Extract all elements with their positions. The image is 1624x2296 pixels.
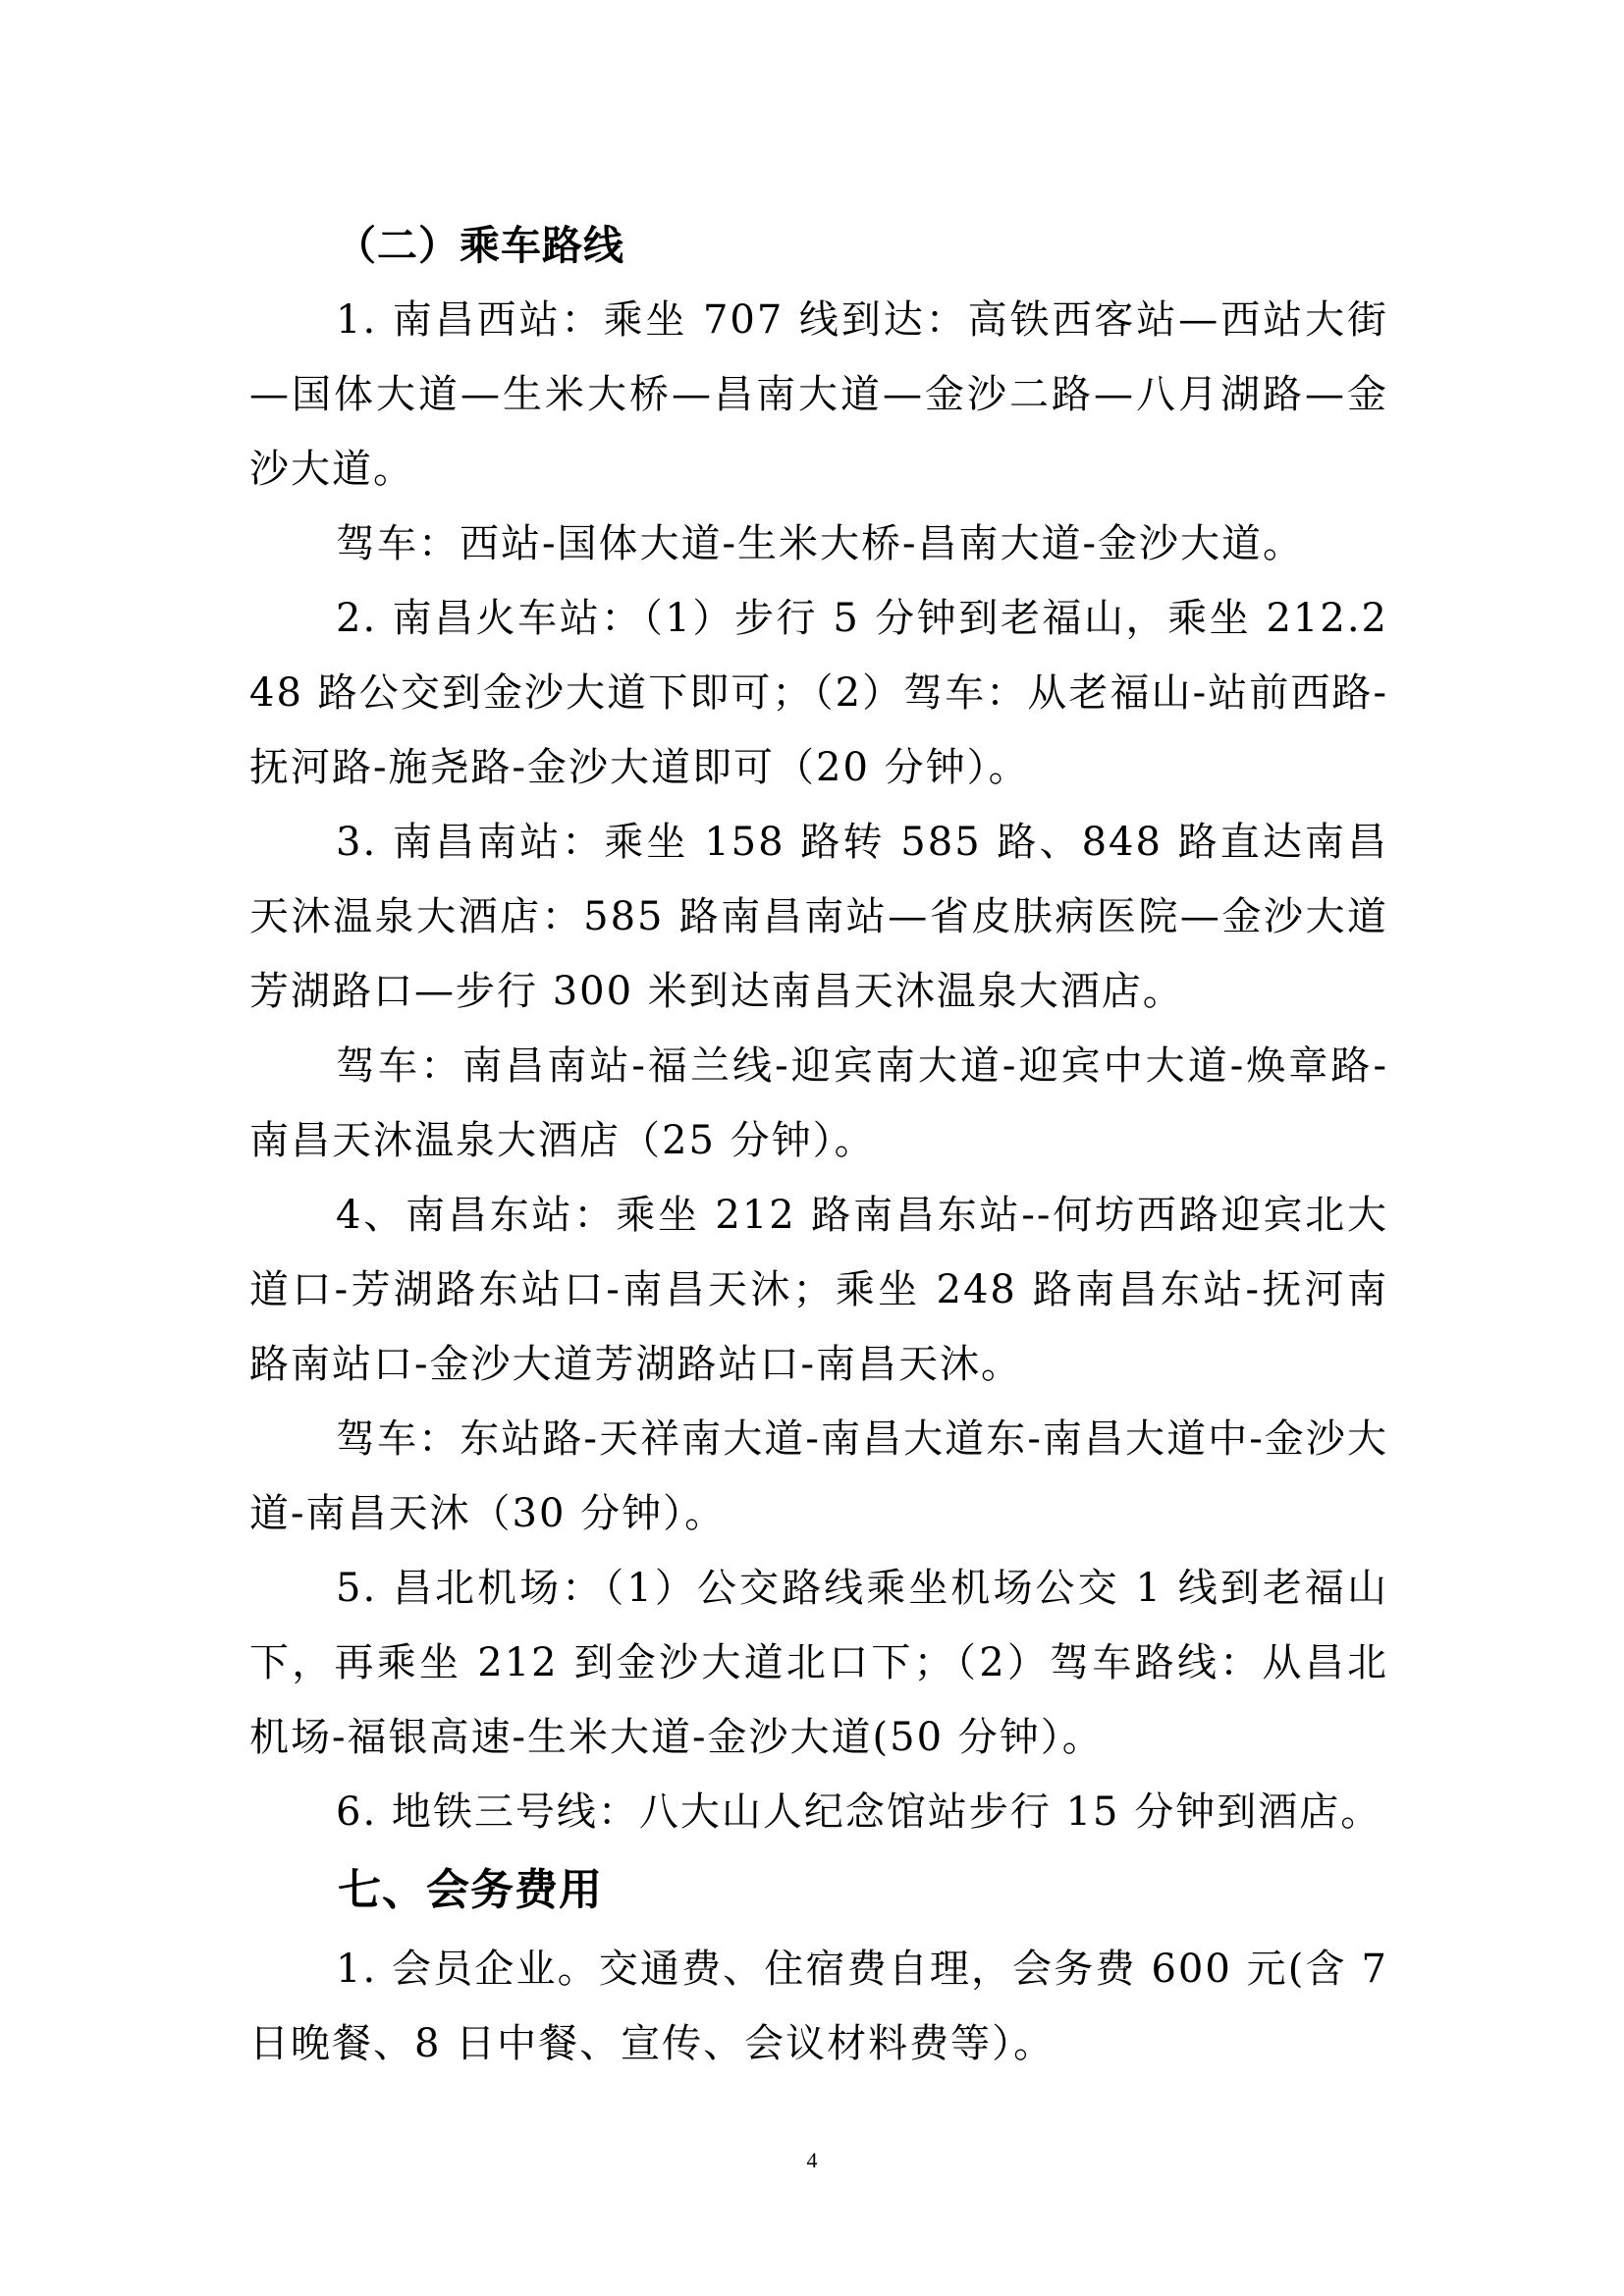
route-paragraph-metro: 6. 地铁三号线：八大山人纪念馆站步行 15 分钟到酒店。: [336, 1789, 1382, 1835]
fee-paragraph: 1. 会员企业。交通费、住宿费自理，会务费 600 元(含 7 日晚餐、8 日中餐、宣传、会议材料费等）。: [249, 1947, 1388, 2066]
page-number: 4: [806, 2148, 818, 2172]
route-paragraph-dongzhan-drive: 驾车：东站路-天祥南大道-南昌大道东-南昌大道中-金沙大道-南昌天沐（30 分钟）。: [249, 1416, 1388, 1536]
route-paragraph-xizhan-drive: 驾车：西站-国体大道-生米大桥-昌南大道-金沙大道。: [336, 521, 1305, 566]
route-paragraph-xizhan: 1. 南昌西站：乘坐 707 线到达：高铁西客站—西站大街—国体大道—生米大桥—昌南大道—金沙二路—八月湖路—金沙大道。: [249, 297, 1388, 492]
route-paragraph-huochezhan: 2. 南昌火车站：（1）步行 5 分钟到老福山，乘坐 212.248 路公交到金沙大道下即可；（2）驾车：从老福山-站前西路-抚河路-施尧路-金沙大道即可（20 分钟）。: [249, 596, 1388, 790]
route-paragraph-dongzhan: 4、南昌东站：乘坐 212 路南昌东站--何坊西路迎宾北大道口-芳湖路东站口-南昌天沐；乘坐 248 路南昌东站-抚河南路南站口-金沙大道芳湖路站口-南昌天沐。: [249, 1193, 1388, 1387]
subsection-title: （二）乘车路线: [336, 222, 624, 269]
route-paragraph-nanzhan-drive: 驾车：南昌南站-福兰线-迎宾南大道-迎宾中大道-焕章路-南昌天沐温泉大酒店（25 分钟）。: [249, 1043, 1388, 1163]
route-paragraph-nanzhan: 3. 南昌南站：乘坐 158 路转 585 路、848 路直达南昌天沐温泉大酒店：585 路南昌南站—省皮肤病医院—金沙大道芳湖路口—步行 300 米到达南昌天沐温泉大酒店。: [249, 820, 1388, 1014]
route-paragraph-airport: 5. 昌北机场：（1）公交路线乘坐机场公交 1 线到老福山下，再乘坐 212 到金沙大道北口下；（2）驾车路线：从昌北机场-福银高速-生米大道-金沙大道(50 分钟）。: [249, 1566, 1388, 1760]
section-title: 七、会务费用: [338, 1865, 603, 1915]
document-body: [249, 208, 1388, 2081]
